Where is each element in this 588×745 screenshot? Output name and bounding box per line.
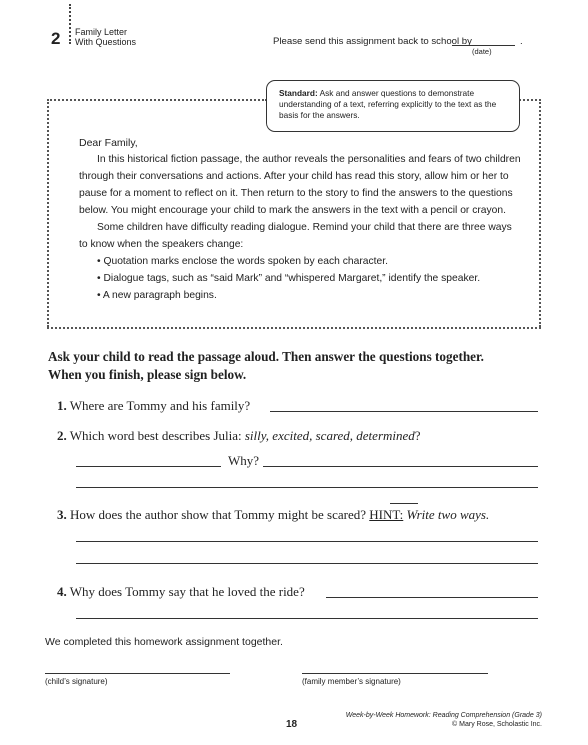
letter-p1-line3: pause for a moment to reflect on it. Then return to the story to find the answers to the questions xyxy=(79,188,513,199)
question-1 xyxy=(57,398,250,414)
answer-2-why-line[interactable] xyxy=(263,466,538,467)
letter-p2-line1: Some children have difficulty reading dialogue. Remind your child that there are three ways xyxy=(97,222,512,233)
answer-2-word-line[interactable] xyxy=(76,466,221,467)
question-2-text: Which word best describes Julia: xyxy=(69,428,242,443)
standard-label: Standard: xyxy=(279,88,318,98)
letter-box-bottom xyxy=(47,327,541,329)
answer-1-line[interactable] xyxy=(270,411,538,412)
question-3 xyxy=(57,507,489,523)
family-signature-line[interactable] xyxy=(302,673,488,674)
letter-box-top xyxy=(47,99,267,101)
letter-p1-line1: In this historical fiction passage, the author reveals the personalities and fears of two children xyxy=(97,154,521,165)
question-2 xyxy=(57,428,421,444)
send-back-text: Please send this assignment back to school by xyxy=(273,36,472,47)
question-4-number: 4. xyxy=(57,584,67,599)
question-3-hint: HINT: xyxy=(369,507,404,522)
answer-3-line[interactable] xyxy=(76,563,538,564)
credit-line2: © Mary Rose, Scholastic Inc. xyxy=(452,721,542,728)
letter-bullet: • A new paragraph begins. xyxy=(97,290,217,301)
letter-box-right xyxy=(539,99,541,327)
answer-3-line[interactable] xyxy=(76,541,538,542)
answer-4-line[interactable] xyxy=(76,618,538,619)
letter-greeting: Dear Family, xyxy=(79,137,138,149)
completed-text: We completed this homework assignment together. xyxy=(45,636,283,648)
letter-p2-line2: to know when the speakers change: xyxy=(79,239,244,250)
standard-text-1: Ask and answer questions to demonstrate xyxy=(319,88,475,98)
question-2-options: silly, excited, scared, determined xyxy=(244,428,415,443)
hint-overline xyxy=(390,503,418,504)
letter-p1-line2: through their conversations and actions. After your child has read this story, allow him or her to xyxy=(79,171,509,182)
lesson-title-line1: Family Letter xyxy=(75,27,128,37)
family-signature-label: (family member’s signature) xyxy=(302,677,401,686)
letter-p1-line4: below. You might encourage your child to mark the answers in the text with a pencil or crayon. xyxy=(79,205,506,216)
send-back-period: . xyxy=(520,36,523,47)
child-signature-label: (child’s signature) xyxy=(45,677,108,686)
lesson-number: 2 xyxy=(51,29,61,48)
date-label: (date) xyxy=(472,47,492,56)
letter-bullet: • Dialogue tags, such as “said Mark” and “whispered Margaret,” identify the speaker. xyxy=(97,273,481,284)
question-2-number: 2. xyxy=(57,428,67,443)
letter-bullet: • Quotation marks enclose the words spoken by each character. xyxy=(97,256,388,267)
header-divider xyxy=(69,4,71,44)
date-line[interactable] xyxy=(452,45,515,46)
answer-2-line[interactable] xyxy=(76,487,538,488)
lesson-title-line2: With Questions xyxy=(75,37,137,47)
standard-text-line2: understanding of a text, referring explicitly to the text as the xyxy=(279,99,497,109)
question-4-text: Why does Tommy say that he loved the ride? xyxy=(69,584,305,599)
question-2-end: ? xyxy=(414,428,421,443)
credit-line1: Week-by-Week Homework: Reading Comprehension (Grade 3) xyxy=(345,712,542,719)
question-3-number: 3. xyxy=(57,507,67,522)
question-3-text: How does the author show that Tommy might be scared? xyxy=(70,507,366,522)
page-number: 18 xyxy=(286,719,298,730)
letter-box-left xyxy=(47,99,49,327)
question-4 xyxy=(57,584,305,600)
letter-box-top-right xyxy=(519,99,541,101)
question-2-why: Why? xyxy=(228,453,260,468)
question-1-number: 1. xyxy=(57,398,67,413)
instructions-line2: When you finish, please sign below. xyxy=(48,367,247,382)
instructions-line1: Ask your child to read the passage aloud. Then answer the questions together. xyxy=(48,349,484,364)
standard-text-line1 xyxy=(279,88,474,98)
child-signature-line[interactable] xyxy=(45,673,230,674)
standard-text-line3: basis for the answers. xyxy=(279,110,360,120)
answer-4-line[interactable] xyxy=(326,597,538,598)
question-3-hint-text: Write two ways. xyxy=(406,507,490,522)
question-1-text: Where are Tommy and his family? xyxy=(69,398,251,413)
